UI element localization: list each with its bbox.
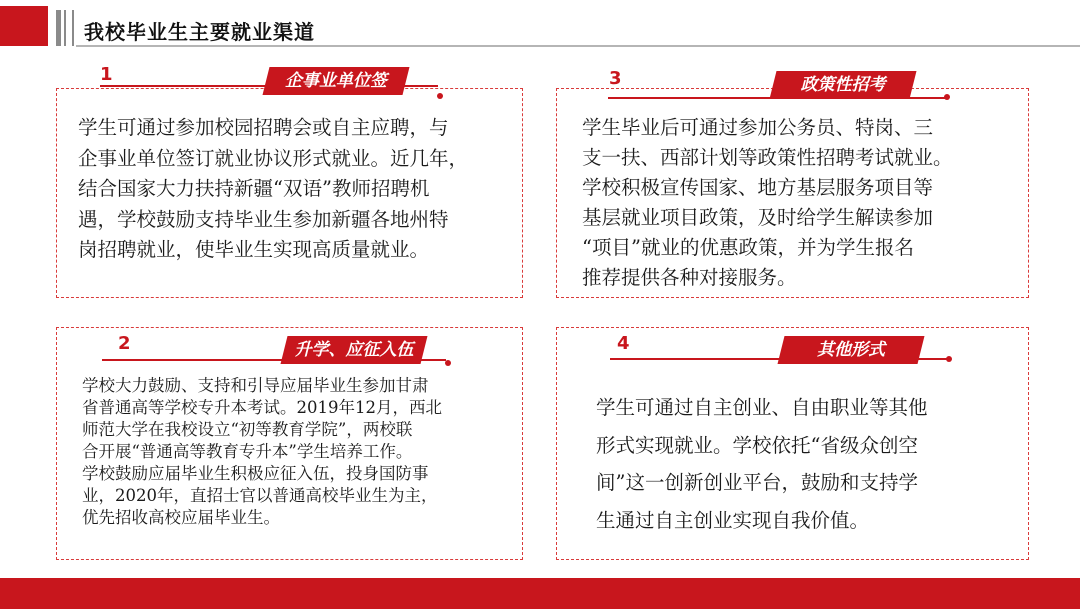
card-4-line: 生通过自主创业实现自我价值。 (596, 508, 870, 532)
card-4-line: 形式实现就业。学校依托“省级众创空 (596, 433, 918, 457)
card-3-line: 支一扶、西部计划等政策性招聘考试就业。 (582, 146, 953, 169)
card-1-line: 岗招聘就业，使毕业生实现高质量就业。 (78, 238, 430, 261)
card-3-line: 推荐提供各种对接服务。 (582, 266, 797, 289)
card-2-line: 学校大力鼓励、支持和引导应届毕业生参加甘肃 (82, 376, 429, 395)
card-3-tag: 政策性招考 (800, 75, 886, 95)
card-1-line: 遇，学校鼓励支持毕业生参加新疆各地州特 (78, 207, 449, 231)
card-2-number: 2 (118, 333, 131, 354)
card-4-line: 间”这一创新创业平台，鼓励和支持学 (596, 471, 918, 494)
card-2-line: 师范大学在我校设立“初等教育学院”，两校联 (82, 420, 413, 439)
card-1-line: 企事业单位签订就业协议形式就业。近几年， (78, 146, 469, 170)
card-1-line: 学生可通过参加校园招聘会或自主应聘，与 (78, 116, 449, 139)
card-4-accent-dot (946, 356, 952, 362)
card-2-line: 优先招收高校应届毕业生。 (82, 508, 280, 527)
page-title: 我校毕业生主要就业渠道 (84, 20, 315, 44)
card-3-number: 3 (609, 68, 622, 89)
card-1-number: 1 (100, 64, 113, 85)
card-1-line: 结合国家大力扶持新疆“双语”教师招聘机 (78, 177, 430, 200)
header-divider-bar (64, 10, 66, 46)
header-red-block (0, 6, 48, 46)
card-4-line: 学生可通过自主创业、自由职业等其他 (596, 396, 928, 419)
card-2-line: 业，2020年，直招士官以普通高校毕业生为主， (82, 486, 438, 505)
card-2-line: 合开展“普通高等教育专升本”学生培养工作。 (82, 442, 413, 461)
card-3-line: “项目”就业的优惠政策，并为学生报名 (582, 236, 914, 259)
card-3-body (582, 113, 953, 293)
header-divider-bar (56, 10, 61, 46)
card-4-body (596, 389, 928, 539)
card-2-line: 学校鼓励应届毕业生积极应征入伍，投身国防事 (82, 464, 429, 483)
card-3-accent-dot (944, 94, 950, 100)
card-4-number: 4 (617, 333, 630, 354)
card-2-tag: 升学、应征入伍 (294, 340, 414, 360)
card-3-line: 学生毕业后可通过参加公务员、特岗、三 (582, 116, 934, 139)
card-2-body (82, 375, 442, 529)
card-3-line: 基层就业项目政策，及时给学生解读参加 (582, 206, 934, 229)
card-1-accent-dot (437, 93, 443, 99)
card-1-tag: 企事业单位签 (285, 71, 387, 91)
card-2-accent-dot (445, 360, 451, 366)
card-2-line: 省普通高等学校专升本考试。2019年12月，西北 (82, 398, 442, 417)
card-4-tag: 其他形式 (817, 340, 885, 360)
header-underline (76, 45, 1080, 47)
header-divider-bar (72, 10, 74, 46)
footer-band (0, 578, 1080, 609)
card-3-line: 学校积极宣传国家、地方基层服务项目等 (582, 176, 934, 199)
card-1-body (78, 113, 468, 266)
